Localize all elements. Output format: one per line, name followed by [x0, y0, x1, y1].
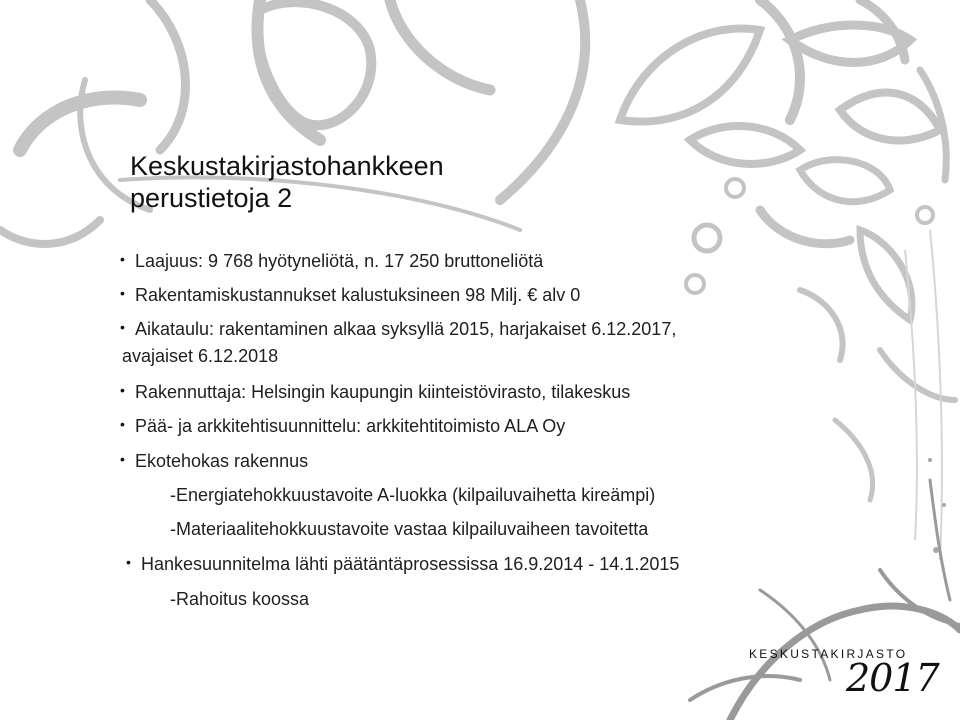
sub-item-text: -Energiatehokkuustavoite A-luokka (kilpailuvaihetta kireämpi)	[170, 485, 656, 505]
logo-year: 2017	[846, 656, 939, 700]
list-item-text: Aikataulu: rakentaminen alkaa syksyllä 2015, harjakaiset 6.12.2017,	[135, 319, 677, 339]
sub-item-rahoitus	[170, 589, 309, 610]
list-item-kustannukset	[122, 285, 580, 306]
list-item-text: Rakennuttaja: Helsingin kaupungin kiinteistövirasto, tilakeskus	[135, 382, 631, 402]
sub-item-materiaali	[170, 519, 648, 540]
title-line-2: perustietoja 2	[130, 183, 293, 213]
list-item-text: Hankesuunnitelma lähti päätäntäprosessissa 16.9.2014 - 14.1.2015	[141, 554, 680, 574]
list-item-text: Ekotehokas rakennus	[135, 451, 309, 471]
title-line-1: Keskustakirjastohankkeen	[130, 151, 444, 181]
list-item-text: Pää- ja arkkitehtisuunnittelu: arkkitehtitoimisto ALA Oy	[135, 416, 566, 436]
logo-text: KESKUSTAKIRJASTO	[749, 647, 908, 661]
list-item-hankesuunnitelma	[128, 554, 679, 575]
list-item-text: Laajuus: 9 768 hyötyneliötä, n. 17 250 bruttoneliötä	[135, 251, 544, 271]
list-item-suunnittelu	[122, 416, 565, 437]
list-item-text: avajaiset 6.12.2018	[122, 346, 279, 366]
slide-title	[130, 150, 444, 214]
list-item-laajuus	[122, 251, 543, 272]
sub-item-text: -Materiaalitehokkuustavoite vastaa kilpailuvaiheen tavoitetta	[170, 519, 649, 539]
sub-item-text: -Rahoitus koossa	[170, 589, 310, 609]
list-item-rakennuttaja	[122, 382, 630, 403]
sub-item-energia	[170, 485, 655, 506]
list-item-text: Rakentamiskustannukset kalustuksineen 98 Milj. € alv 0	[135, 285, 581, 305]
list-item-avajaiset	[122, 346, 278, 367]
list-item-aikataulu	[122, 319, 676, 340]
list-item-ekotehokas	[122, 451, 308, 472]
